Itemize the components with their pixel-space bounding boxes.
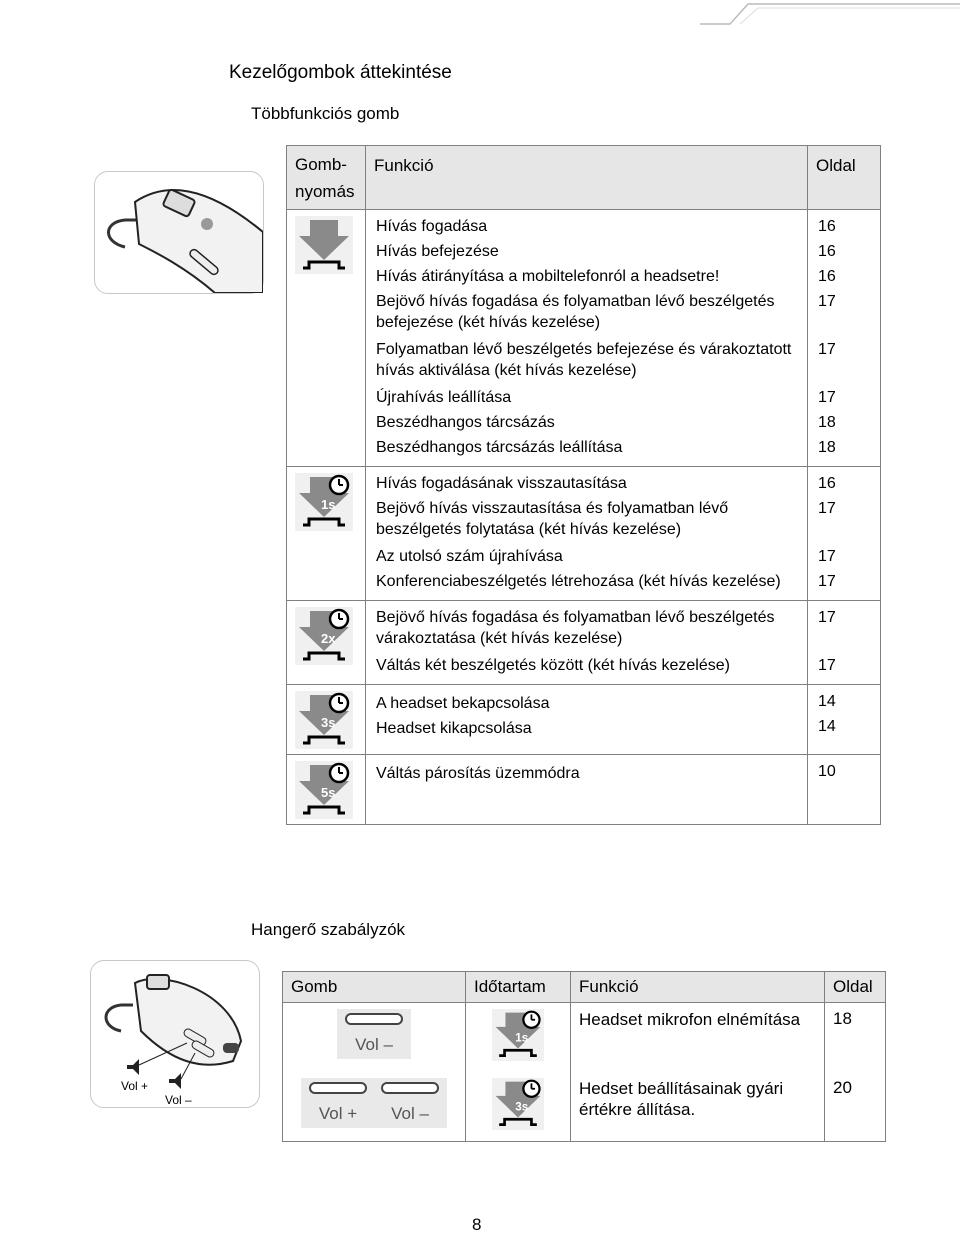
function-text: Hívás befejezése bbox=[376, 243, 499, 260]
col-header-button: Gomb bbox=[283, 972, 466, 1003]
function-group bbox=[287, 601, 881, 685]
function-text: Hívás fogadásának visszautasítása bbox=[376, 475, 627, 492]
function-text: Bejövő hívás fogadása és folyamatban lévő beszélgetés várakoztatása (két hívás kezelése) bbox=[376, 609, 775, 647]
function-text: Headset kikapcsolása bbox=[376, 720, 532, 737]
button-cell bbox=[283, 1003, 466, 1073]
volume-row bbox=[283, 1003, 886, 1073]
page-ref: 17 bbox=[818, 573, 836, 590]
svg-text:5s: 5s bbox=[321, 785, 336, 800]
button-cell bbox=[283, 1072, 466, 1142]
vol-plus-label: Vol + bbox=[121, 1079, 149, 1093]
page-ref: 14 bbox=[818, 693, 836, 710]
function-text: Bejövő hívás fogadása és folyamatban lévő beszélgetés befejezése (két hívás kezelése) bbox=[376, 293, 775, 331]
svg-text:2x: 2x bbox=[321, 631, 336, 646]
function-text: Az utolsó szám újrahívása bbox=[376, 548, 563, 565]
page-ref: 17 bbox=[818, 293, 836, 310]
vol-button-label: Vol – bbox=[355, 1035, 393, 1054]
function-text: Beszédhangos tárcsázás leállítása bbox=[376, 439, 623, 456]
function-group bbox=[287, 755, 881, 825]
page-number: 8 bbox=[472, 1215, 482, 1234]
function-text: Hívás átirányítása a mobiltelefonról a headsetre! bbox=[376, 268, 720, 285]
page-ref: 17 bbox=[818, 609, 836, 626]
page-ref: 20 bbox=[825, 1072, 886, 1142]
press-1s-icon bbox=[287, 467, 366, 601]
vol-button-label: Vol – bbox=[391, 1104, 429, 1123]
function-text: Váltás párosítás üzemmódra bbox=[376, 765, 580, 782]
col-header-function: Funkció bbox=[366, 146, 808, 210]
function-group bbox=[287, 685, 881, 755]
function-text: Konferenciabeszélgetés létrehozása (két hívás kezelése) bbox=[376, 573, 781, 590]
section-title: Kezelőgombok áttekintése bbox=[229, 62, 452, 83]
function-text: Bejövő hívás visszautasítása és folyamatban lévő beszélgetés folytatása (két hívás kezelése) bbox=[376, 500, 729, 538]
press-3s-icon bbox=[287, 685, 366, 755]
function-text: Hívás fogadása bbox=[376, 218, 488, 235]
press-3s-icon bbox=[466, 1072, 571, 1142]
page-ref: 18 bbox=[818, 439, 836, 456]
function-text: Újrahívás leállítása bbox=[376, 389, 512, 406]
page-ref: 16 bbox=[818, 268, 836, 285]
vol-button-label: Vol + bbox=[318, 1104, 358, 1123]
headset-figure bbox=[94, 171, 264, 294]
vol-button bbox=[309, 1082, 367, 1124]
col-header-function: Funkció bbox=[571, 972, 825, 1003]
page-ref: 17 bbox=[818, 548, 836, 565]
vol-button bbox=[345, 1013, 403, 1055]
page-ref: 14 bbox=[818, 718, 836, 735]
page-ref: 17 bbox=[818, 657, 836, 674]
function-text: Váltás két beszélgetés között (két hívás kezelése) bbox=[376, 657, 730, 674]
page-ref: 16 bbox=[818, 218, 836, 235]
page-ref: 18 bbox=[818, 414, 836, 431]
multi-button-table bbox=[286, 145, 881, 825]
function-text: Headset mikrofon elnémítása bbox=[571, 1003, 825, 1073]
function-text: Hedset beállításainak gyári értékre állítása. bbox=[571, 1072, 825, 1142]
function-text: Beszédhangos tárcsázás bbox=[376, 414, 555, 431]
col-header-duration: Időtartam bbox=[466, 972, 571, 1003]
press-icon bbox=[287, 210, 366, 467]
svg-text:1s: 1s bbox=[515, 1031, 529, 1045]
page-ref: 17 bbox=[818, 500, 836, 517]
press-1s-icon bbox=[466, 1003, 571, 1073]
page-ref: 16 bbox=[818, 243, 836, 260]
page-ref: 17 bbox=[818, 389, 836, 406]
volume-row bbox=[283, 1072, 886, 1142]
function-text: Folyamatban lévő beszélgetés befejezése és várakoztatott hívás aktiválása (két hívás kezelése) bbox=[376, 341, 792, 379]
volume-table bbox=[282, 971, 886, 1142]
press-2x-icon bbox=[287, 601, 366, 685]
page-ref: 18 bbox=[825, 1003, 886, 1073]
headset-volume-figure bbox=[90, 960, 260, 1108]
header-corner-decoration bbox=[700, 0, 960, 26]
function-group bbox=[287, 210, 881, 467]
vol-button-graphic bbox=[337, 1009, 411, 1059]
function-group bbox=[287, 467, 881, 601]
function-text: A headset bekapcsolása bbox=[376, 695, 550, 712]
svg-text:3s: 3s bbox=[321, 715, 336, 730]
vol-button-graphic bbox=[301, 1078, 447, 1128]
volume-title: Hangerő szabályzók bbox=[251, 920, 406, 939]
multi-button-title: Többfunkciós gomb bbox=[251, 104, 400, 123]
press-5s-icon bbox=[287, 755, 366, 825]
col-header-page: Oldal bbox=[808, 146, 881, 210]
vol-button bbox=[381, 1082, 439, 1124]
svg-text:1s: 1s bbox=[321, 497, 336, 512]
col-header-page: Oldal bbox=[825, 972, 886, 1003]
page-ref: 10 bbox=[818, 763, 836, 780]
page-ref: 16 bbox=[818, 475, 836, 492]
svg-text:3s: 3s bbox=[515, 1100, 529, 1114]
page-ref: 17 bbox=[818, 341, 836, 358]
col-header-press: Gomb- nyomás bbox=[287, 146, 366, 210]
vol-minus-label: Vol – bbox=[165, 1093, 192, 1107]
